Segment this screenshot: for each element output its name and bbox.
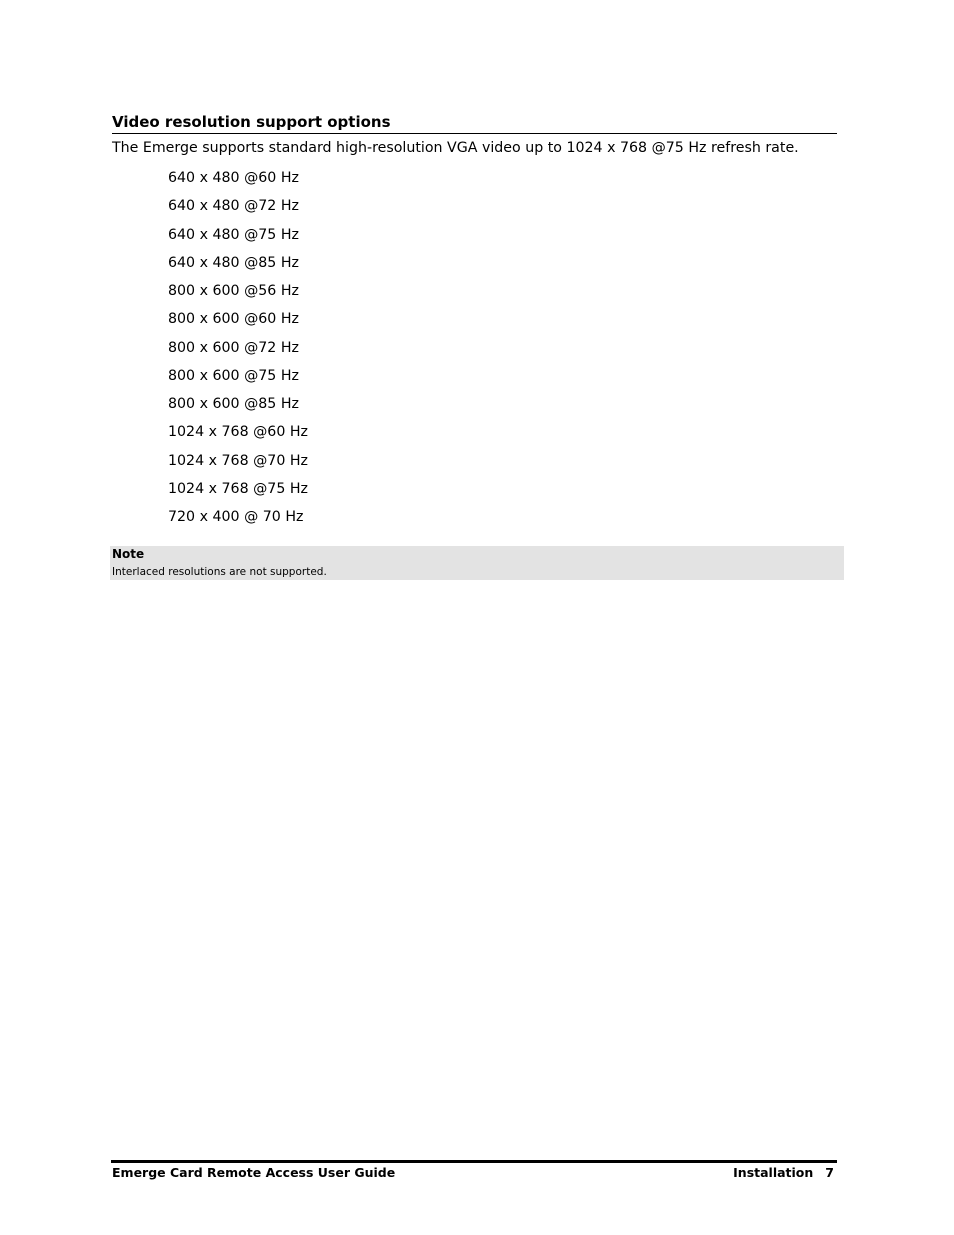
note-box xyxy=(110,546,844,580)
footer-guide-title: Emerge Card Remote Access User Guide xyxy=(112,1165,396,1180)
footer-rule xyxy=(111,1160,837,1163)
resolution-list xyxy=(168,168,308,535)
note-text: Interlaced resolutions are not supported. xyxy=(112,566,327,578)
resolution-item: 1024 x 768 @60 Hz xyxy=(168,424,308,441)
resolution-item: 800 x 600 @56 Hz xyxy=(168,283,299,299)
resolution-item: 800 x 600 @72 Hz xyxy=(168,339,299,356)
resolution-item: 640 x 480 @60 Hz xyxy=(168,170,299,186)
resolution-item: 800 x 600 @60 Hz xyxy=(168,311,299,328)
resolution-item: 640 x 480 @75 Hz xyxy=(168,226,299,243)
resolution-item: 640 x 480 @72 Hz xyxy=(168,198,299,215)
footer-chapter: Installation xyxy=(733,1165,814,1180)
resolution-item: 1024 x 768 @75 Hz xyxy=(168,480,308,497)
resolution-item: 1024 x 768 @70 Hz xyxy=(168,452,308,469)
resolution-item: 720 x 400 @ 70 Hz xyxy=(168,509,304,525)
section-title: Video resolution support options xyxy=(112,112,837,134)
resolution-item: 640 x 480 @85 Hz xyxy=(168,254,299,271)
note-label: Note xyxy=(112,547,145,561)
section-intro: The Emerge supports standard high-resolution VGA video up to 1024 x 768 @75 Hz refresh rate. xyxy=(112,140,799,156)
resolution-item: 800 x 600 @85 Hz xyxy=(168,396,299,412)
footer-page-number: 7 xyxy=(825,1165,834,1180)
footer-page-info xyxy=(733,1164,834,1182)
resolution-item: 800 x 600 @75 Hz xyxy=(168,367,299,384)
